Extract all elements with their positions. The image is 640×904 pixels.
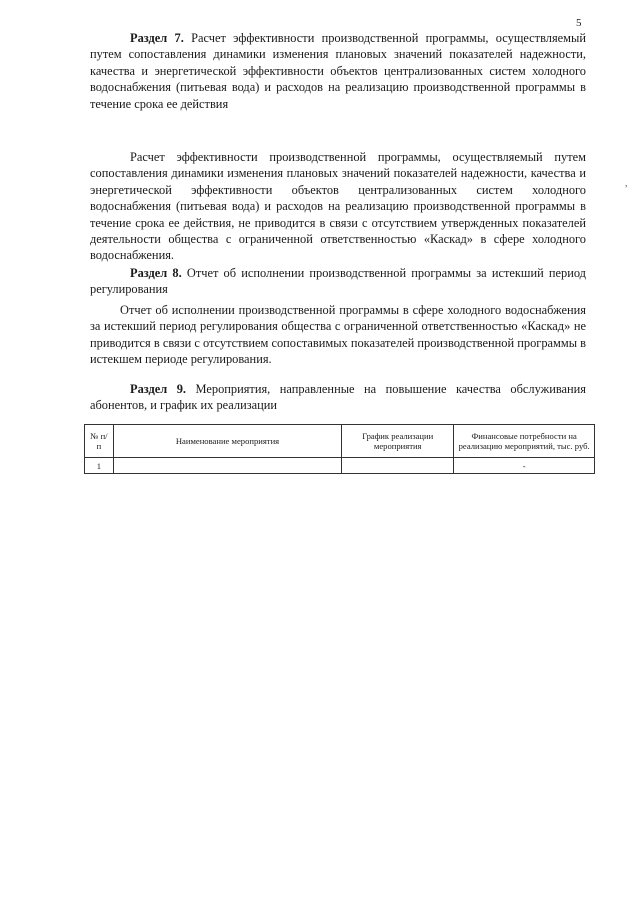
table-row [85,458,595,474]
cell-num: 1 [85,458,114,474]
header-schedule: График реализации мероприятия [342,425,454,458]
header-name: Наименование мероприятия [113,425,341,458]
section-9-heading [90,381,586,414]
section-7-body: Расчет эффективности производственной программы, осуществляемый путем сопоставления динамики изменения плановых значений показателей надежности, качества и энергетической эффективности объектов централизованных систем холодного водоснабжения (питьевая вода) и расходов на реализацию производственной программы в течение срока ее действия, не приводится в связи с отсутствием утвержденных показателей деятельности общества с ограниченной ответственностью «Каскад» в сфере холодного водоснабжения. [90,150,586,263]
cell-schedule [342,458,454,474]
section-8-heading [90,265,586,298]
cell-name [113,458,341,474]
page-number: 5 [576,17,582,29]
cell-finance: - [454,458,595,474]
header-finance: Финансовые потребности на реализацию мероприятий, тыс. руб. [454,425,595,458]
stray-mark: , [625,178,628,189]
section-9-label: Раздел 9. [130,382,187,396]
section-8-label: Раздел 8. [130,266,182,280]
header-num: № п/п [85,425,114,458]
section-7-label: Раздел 7. [130,31,184,45]
section-8-body: Отчет об исполнении производственной программы в сфере холодного водоснабжения за истекший период регулирования общества с ограниченной ответственностью «Каскад» не приводится в связи с отсутствием сопоставимых показателей производственной программы в истекшем периоде регулирования. [90,303,586,367]
section-7-heading-text: Расчет эффективности производственной программы, осуществляемый путем сопоставления динамики изменения плановых значений показателей надежности, качества и энергетической эффективности объектов централизованных систем холодного водоснабжения (питьевая вода) и расходов на реализацию производственной программы в течение срока ее действия [90,31,586,111]
section-9-heading-text: Мероприятия, направленные на повышение качества обслуживания абонентов, и график их реализации [90,382,586,413]
table-header-row [85,425,595,458]
section-8-heading-text: Отчет об исполнении производственной программы за истекший период регулирования [90,266,586,297]
measures-table [84,424,595,474]
section-7-heading [90,30,586,112]
